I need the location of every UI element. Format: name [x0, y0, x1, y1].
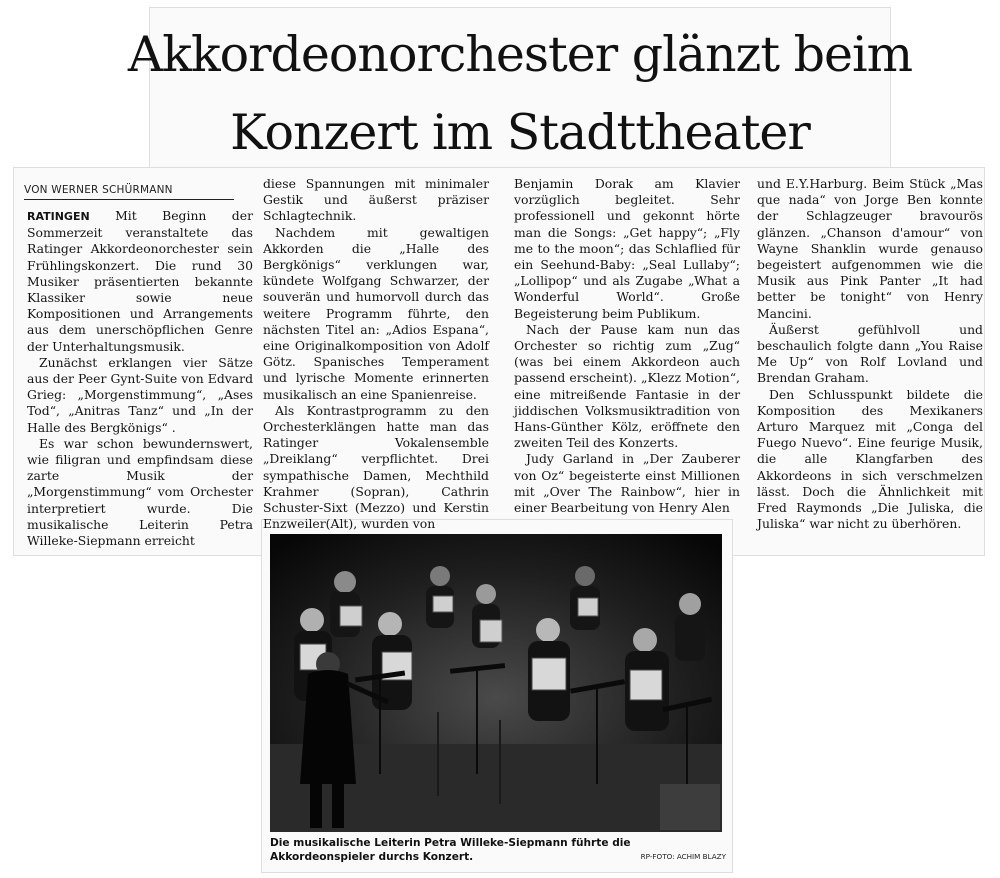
article-column-4 [757, 176, 983, 532]
headline-line-2: Konzert im Stadttheater [230, 104, 810, 161]
paragraph [27, 208, 253, 355]
article-column-3 [514, 176, 740, 516]
paragraph: Äußerst gefühlvoll und beschaulich folgte dann „You Raise Me Up“ von Rolf Lovland und Brendan Graham. [757, 321, 983, 386]
paragraph: Nachdem mit gewaltigen Akkorden die „Halle des Bergkönigs“ verklungen war, kündete Wolfgang Schwarzer, der souverän und humorvoll durch das weitere Programm führte, den nächsten Titel an: „Adios Espana“, eine Originalkomposition von Adolf Götz. Spanisches Temperament und lyrische Momente erinnerten musikalisch an eine Spanienreise. [263, 224, 489, 402]
paragraph: Nach der Pause kam nun das Orchester so richtig zum „Zug“ (was bei einem Akkordeon auch passend erscheint). „Klezz Motion“, eine mitreißende Fantasie in der jiddischen Volksmusiktradition von Hans-Günther Kölz, eröffnete den zweiten Teil des Konzerts. [514, 321, 740, 451]
paragraph: und E.Y.Harburg. Beim Stück „Mas que nada“ von Jorge Ben konnte der Schlagzeuger bravourös glänzen. „Chanson d'amour“ von Wayne Shanklin wurde genauso begeistert aufgenommen wie die Musik aus Pink Panter „It had better be tonight“ von Henry Mancini. [757, 176, 983, 321]
paragraph-text: Mit Beginn der Sommerzeit veranstaltete das Ratinger Akkordeonorchester sein Frühlingskonzert. Die rund 30 Musiker präsentierten bekannte Klassiker sowie neue Kompositionen und Arrangements aus dem unerschöpflichen Genre der Unterhaltungsmusik. [27, 208, 253, 354]
headline-line-1: Akkordeonorchester glänzt beim [127, 26, 913, 83]
byline: VON WERNER SCHÜRMANN [24, 184, 234, 200]
paragraph: Benjamin Dorak am Klavier vorzüglich begleitet. Sehr professionell und gekonnt hörte man die Songs: „Get happy“; „Fly me to the moon“; das Schlaflied für ein Seehund-Baby: „Seal Lullaby“; „Lollipop“ und als Zugabe „What a Wonderful World“. Große Begeisterung beim Publikum. [514, 176, 740, 321]
dateline-place: RATINGEN [27, 210, 90, 223]
paragraph: diese Spannungen mit minimaler Gestik und äußerst präziser Schlagtechnik. [263, 176, 489, 224]
photo-caption: Die musikalische Leiterin Petra Willeke-Siepmann führte die Akkordeonspieler durchs Konzert. [270, 837, 631, 863]
paragraph: Den Schlusspunkt bildete die Komposition des Mexikaners Arturo Marquez mit „Conga del Fuego Nuevo“. Eine feurige Musik, die alle Klangfarben des Akkordeons in sich verschmelzen lässt. Doch die Ähnlichkeit mit Fred Raymonds „Die Juliska, die Juliska“ war nicht zu überhören. [757, 386, 983, 532]
paragraph: Als Kontrastprogramm zu den Orchesterklängen hatte man das Ratinger Vokalensemble „Dreiklang“ verpflichtet. Drei sympathische Damen, Mechthild Krahmer (Sopran), Cathrin Schuster-Sixt (Mezzo) und Kerstin Enzweiler(Alt), wurden von [263, 402, 489, 532]
orchestra-photo-illustration [270, 534, 722, 832]
paragraph: Zunächst erklangen vier Sätze aus der Peer Gynt-Suite von Edvard Grieg: „Morgenstimmung“, „Ases Tod“, „Anitras Tanz“ und „In der Halle des Bergkönigs“ . [27, 354, 253, 435]
article-column-1 [27, 208, 253, 549]
photo-credit: RP-FOTO: ACHIM BLAZY [640, 852, 726, 861]
article-column-2 [263, 176, 489, 532]
paragraph: Es war schon bewundernswert, wie filigran und empfindsam diese zarte Musik der „Morgenstimmung“ vom Orchester interpretiert wurde. Die musikalische Leiterin Petra Willeke-Siepmann erreicht [27, 435, 253, 549]
paragraph: Judy Garland in „Der Zauberer von Oz“ begeisterte einst Millionen mit „Over The Rainbow“, hier in einer Bearbeitung von Henry Alen [514, 451, 740, 516]
orchestra-photo [270, 534, 722, 832]
